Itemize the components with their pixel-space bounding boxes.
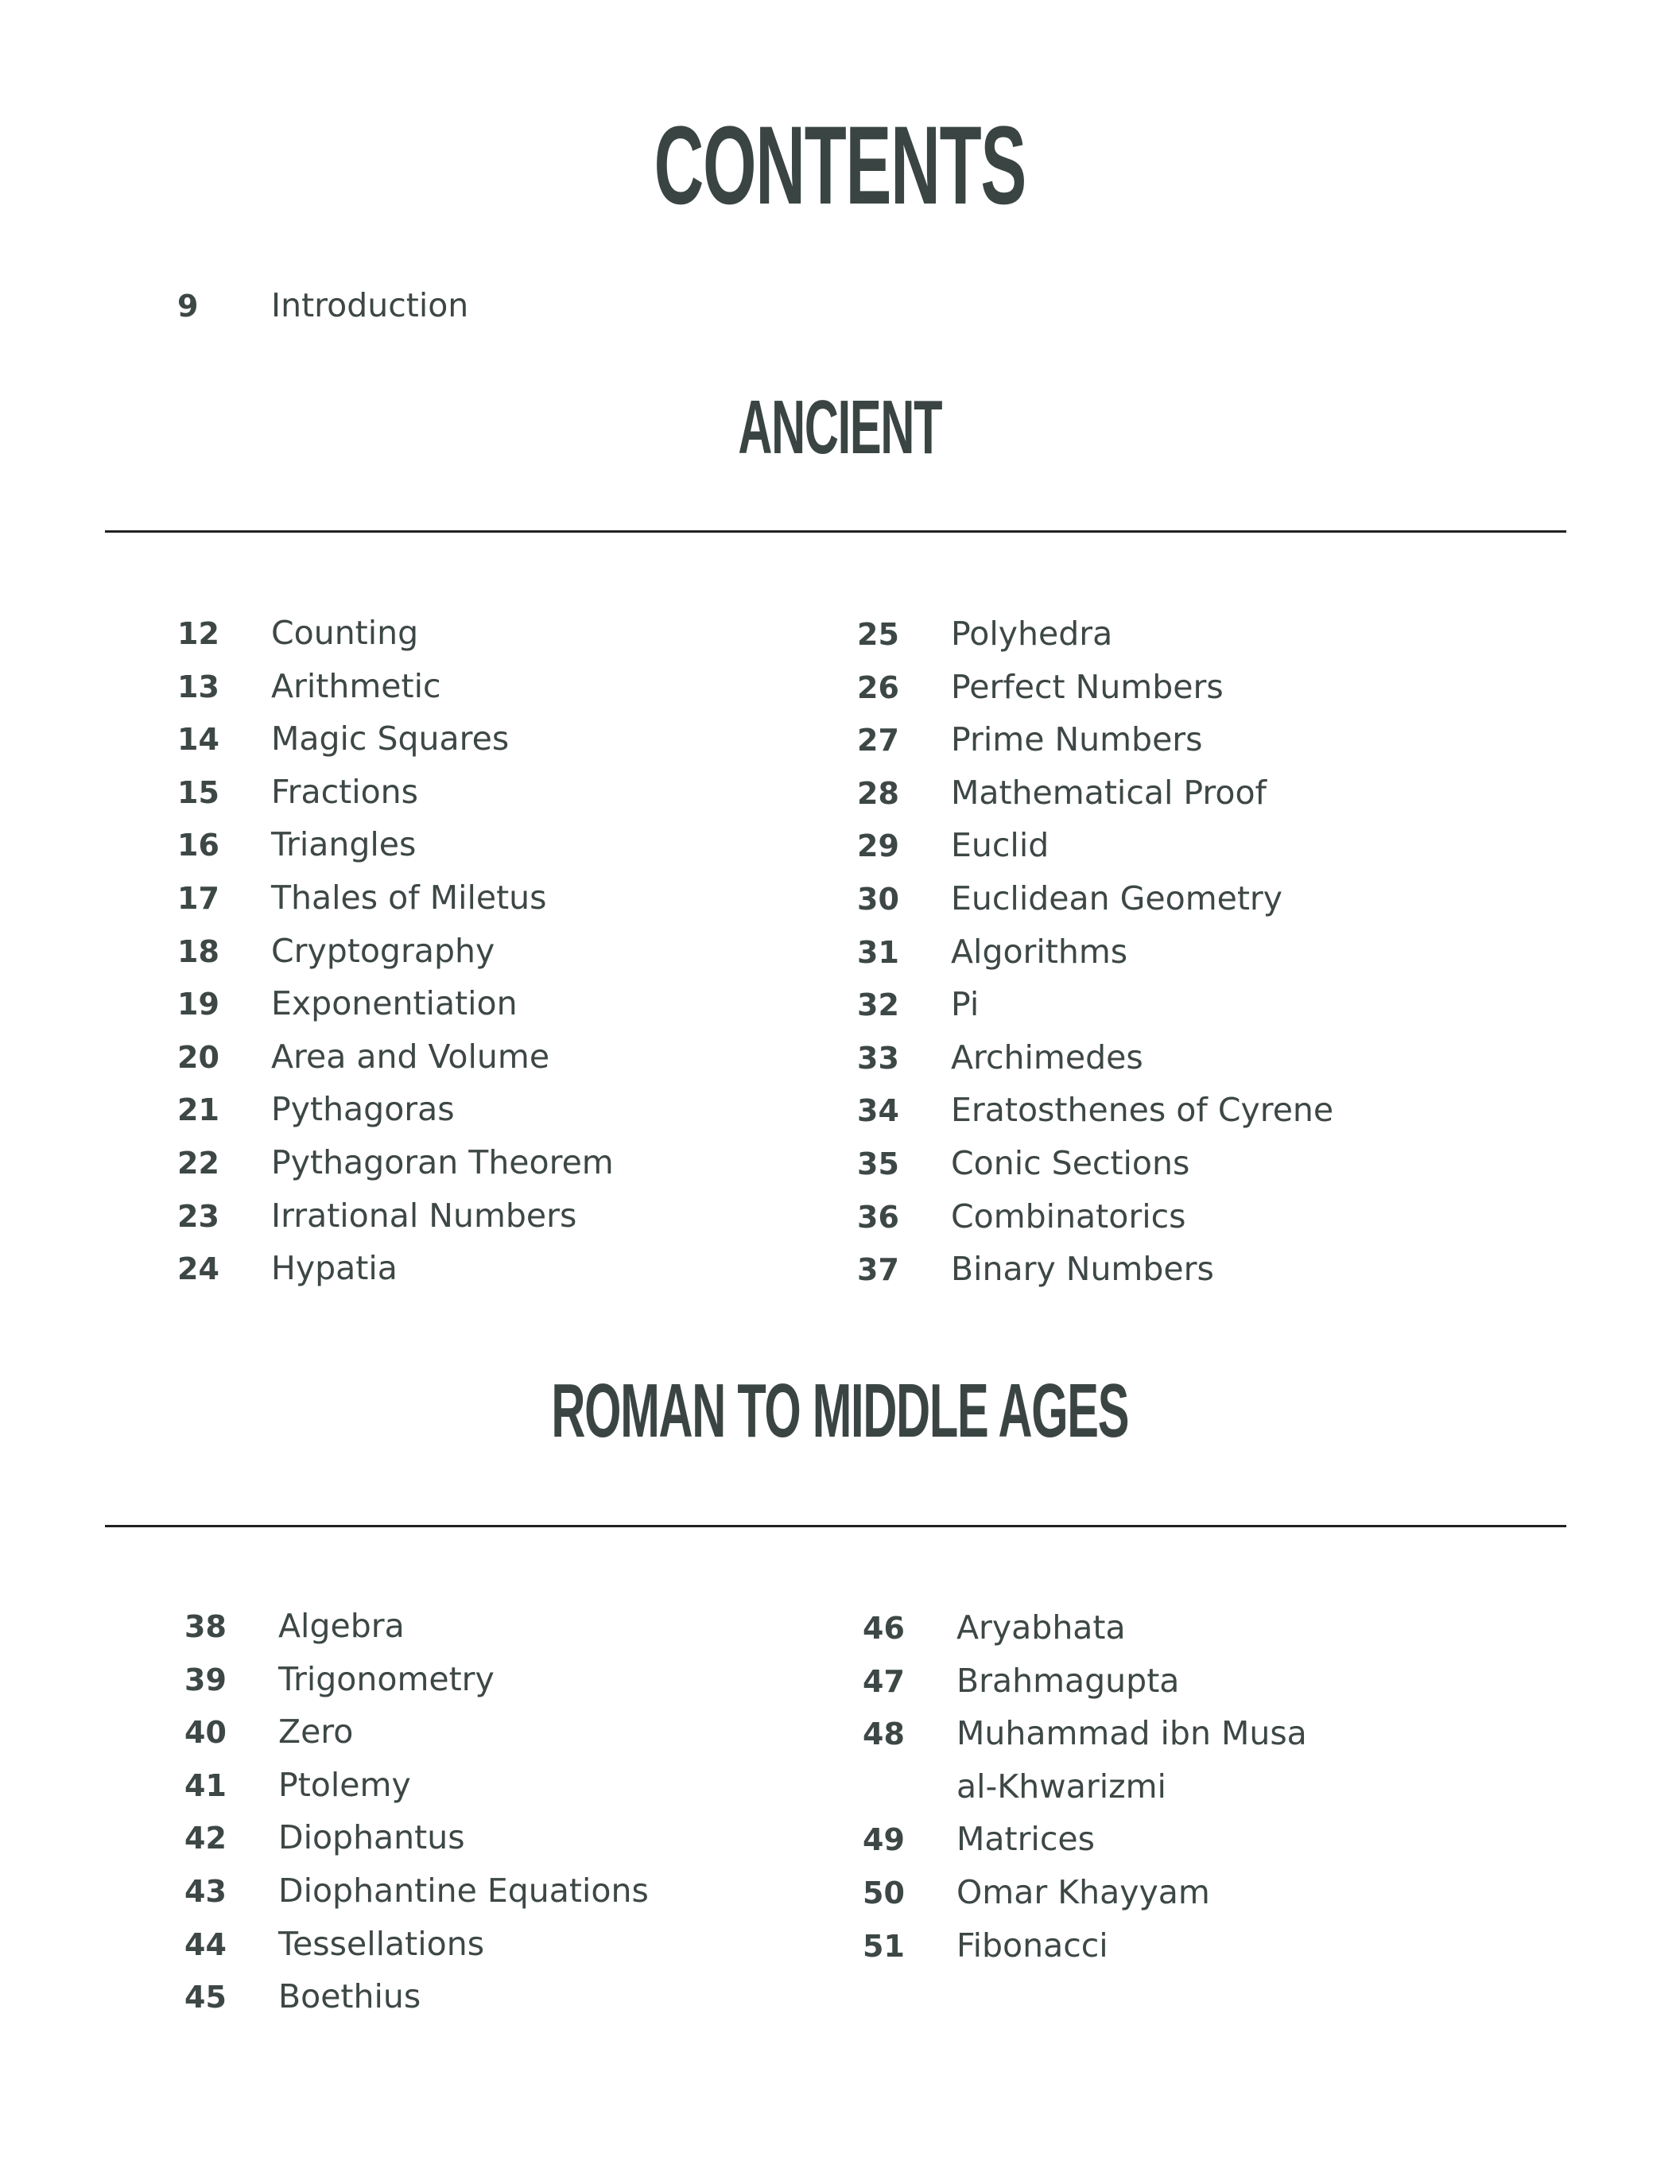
entry-label: Zero [278,1713,354,1751]
page-number: 18 [177,933,219,969]
page-number: 23 [177,1198,219,1234]
entry-label: Algorithms [951,932,1128,971]
toc-entry[interactable] [857,1038,1333,1092]
toc-entry[interactable] [177,773,614,826]
entry-label: Matrices [956,1820,1095,1859]
toc-entry[interactable] [177,1249,614,1302]
entry-label: Binary Numbers [951,1250,1214,1289]
toc-entry[interactable] [184,1925,649,1978]
toc-column-ancient-right [857,615,1333,1303]
page-number: 42 [184,1821,227,1856]
toc-entry[interactable] [184,1872,649,1925]
page-number: 27 [857,723,899,758]
page-number: 51 [863,1928,905,1964]
page-number: 28 [857,775,899,811]
toc-entry[interactable] [857,668,1333,721]
entry-label: Pythagoran Theorem [271,1142,614,1181]
entry-label: Triangles [271,825,417,864]
entry-label: Counting [271,614,419,652]
toc-entry[interactable] [857,879,1333,933]
entry-label: Tessellations [278,1924,485,1963]
entry-label: Magic Squares [271,720,510,758]
page-number: 46 [863,1611,905,1646]
page-number: 30 [857,881,899,917]
toc-entry[interactable] [857,774,1333,827]
toc-entry[interactable] [184,1977,649,2031]
entry-label: Prime Numbers [951,720,1203,759]
entry-label: Boethius [278,1977,421,2016]
entry-label: Brahmagupta [956,1661,1180,1700]
entry-label: Diophantus [278,1818,465,1857]
page-number: 26 [857,669,899,705]
section-divider-ancient [105,530,1566,533]
toc-entry[interactable] [857,720,1333,774]
entry-label: al-Khwarizmi [956,1767,1166,1806]
entry-label: Archimedes [951,1038,1143,1076]
entry-label: Euclid [951,826,1050,865]
section-title-ancient: ANCIENT [738,385,942,470]
entry-label: Trigonometry [278,1659,495,1698]
page-number: 36 [857,1199,899,1235]
entry-label: Omar Khayyam [956,1872,1210,1911]
page-number: 49 [863,1822,905,1858]
page-number: 16 [177,828,219,863]
entry-label: Ptolemy [278,1765,411,1804]
entry-label: Euclidean Geometry [951,879,1283,917]
page-number: 47 [863,1663,905,1699]
toc-entry[interactable] [184,1607,649,1660]
toc-entry-introduction[interactable] [177,286,468,339]
page-number: 21 [177,1092,219,1128]
page-number: 50 [863,1875,905,1911]
entry-label: Cryptography [271,931,495,970]
page-number: 31 [857,934,899,970]
toc-entry[interactable] [863,1714,1307,1767]
page-number: 39 [184,1662,227,1697]
toc-entry[interactable] [863,1873,1307,1926]
toc-entry[interactable] [177,667,614,720]
toc-entry[interactable] [857,985,1333,1038]
page-number: 20 [177,1039,219,1075]
toc-column-ancient-left [177,614,614,1302]
toc-entry[interactable] [863,1820,1307,1873]
entry-label: Polyhedra [951,615,1113,653]
toc-entry[interactable] [184,1766,649,1819]
toc-entry[interactable] [177,1197,614,1250]
section-divider-roman-to-middle-ages [105,1525,1566,1527]
entry-label: Conic Sections [951,1143,1190,1182]
page-number: 44 [184,1926,227,1962]
page-number: 13 [177,669,219,704]
page-number: 19 [177,987,219,1022]
toc-entry[interactable] [857,1091,1333,1144]
page-number: 25 [857,617,899,652]
page-number: 33 [857,1040,899,1076]
entry-label: Arithmetic [271,666,441,705]
page-number: 34 [857,1093,899,1129]
toc-entry[interactable] [184,1818,649,1872]
toc-entry[interactable] [177,825,614,879]
toc-entry[interactable] [177,720,614,773]
toc-entry[interactable] [863,1767,1307,1821]
entry-label: Introduction [271,286,469,324]
entry-label: Area and Volume [271,1037,550,1076]
entry-label: Algebra [278,1607,405,1645]
page-number: 45 [184,1980,227,2015]
entry-label: Muhammad ibn Musa [956,1714,1307,1753]
page-number: 48 [863,1717,905,1752]
toc-column-roman-right [863,1608,1307,1979]
entry-label: Combinatorics [951,1197,1186,1236]
toc-entry[interactable] [857,615,1333,668]
toc-entry[interactable] [857,1250,1333,1303]
page-number: 9 [177,289,199,324]
entry-label: Mathematical Proof [951,773,1267,812]
toc-entry[interactable] [177,932,614,985]
entry-label: Hypatia [271,1249,398,1288]
toc-entry[interactable] [863,1662,1307,1715]
entry-label: Aryabhata [956,1608,1126,1647]
entry-label: Exponentiation [271,984,518,1023]
entry-label: Pi [951,985,980,1024]
toc-entry[interactable] [857,1197,1333,1251]
entry-label: Fractions [271,772,419,811]
toc-entry[interactable] [857,1144,1333,1197]
entry-label: Fibonacci [956,1926,1108,1965]
toc-entry[interactable] [184,1713,649,1766]
page-number: 43 [184,1873,227,1909]
entry-label: Diophantine Equations [278,1871,649,1910]
toc-entry[interactable] [177,1143,614,1197]
page-number: 32 [857,987,899,1023]
page-number: 12 [177,616,219,651]
section-title-roman-to-middle-ages: ROMAN TO MIDDLE AGES [551,1368,1129,1453]
toc-entry[interactable] [177,984,614,1038]
page-number: 37 [857,1252,899,1288]
toc-entry[interactable] [857,826,1333,879]
toc-entry[interactable] [863,1608,1307,1662]
page-number: 24 [177,1251,219,1287]
page-number: 15 [177,774,219,810]
page-number: 17 [177,880,219,916]
page-number: 22 [177,1145,219,1181]
entry-label: Thales of Miletus [271,878,547,917]
entry-label: Irrational Numbers [271,1196,577,1235]
page-number: 35 [857,1146,899,1181]
toc-entry[interactable] [177,1038,614,1091]
toc-entry[interactable] [177,879,614,932]
page-number: 38 [184,1609,227,1644]
page-number: 14 [177,722,219,758]
page-title: CONTENTS [654,103,1026,227]
entry-label: Perfect Numbers [951,667,1224,706]
toc-entry[interactable] [857,933,1333,986]
page-number: 40 [184,1715,227,1751]
toc-entry[interactable] [184,1660,649,1713]
toc-entry[interactable] [177,1090,614,1143]
entry-label: Eratosthenes of Cyrene [951,1091,1334,1130]
toc-entry[interactable] [863,1926,1307,1980]
entry-label: Pythagoras [271,1090,455,1129]
toc-entry[interactable] [177,614,614,667]
page-number: 29 [857,828,899,864]
toc-column-roman-left [184,1607,649,2031]
page-number: 41 [184,1767,227,1803]
